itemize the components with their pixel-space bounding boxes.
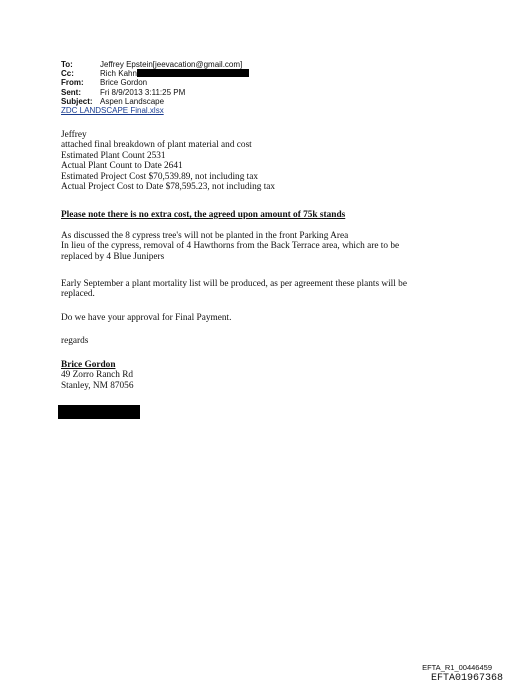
attachment-link[interactable]: ZDC LANDSCAPE Final.xlsx <box>61 106 164 116</box>
intro-line: Estimated Project Cost $70,539.89, not including tax <box>61 171 259 182</box>
signature-address-line: Stanley, NM 87056 <box>61 380 134 391</box>
from-value: Brice Gordon <box>100 78 148 88</box>
cypress-line: As discussed the 8 cypress tree's will not be planted in the front Parking Area <box>61 231 349 241</box>
cypress-block <box>61 231 399 262</box>
to-label: To: <box>61 60 73 69</box>
september-line: Early September a plant mortality list will be produced, as per agreement these plants will be <box>61 279 407 289</box>
subject-label: Subject: <box>61 96 93 106</box>
intro-line: Actual Project Cost to Date $78,595.23, not including tax <box>61 182 276 193</box>
intro-block <box>61 130 275 192</box>
signature-name: Brice Gordon <box>61 360 116 370</box>
subject-value: Aspen Landscape <box>100 96 165 106</box>
subject-row <box>61 97 249 106</box>
sent-row <box>61 88 249 97</box>
email-header <box>61 60 249 115</box>
notice-line: Please note there is no extra cost, the agreed upon amount of 75k stands <box>61 210 346 220</box>
intro-line: Actual Plant Count to Date 2641 <box>61 161 183 172</box>
bates-number-small: EFTA_R1_00446459 <box>422 663 492 672</box>
sent-value: Fri 8/9/2013 3:11:25 PM <box>100 87 186 97</box>
september-line: replaced. <box>61 289 95 300</box>
cc-value: Rich Kahn <box>100 69 137 79</box>
cypress-line: In lieu of the cypress, removal of 4 Hawthorns from the Back Terrace area, which are to be <box>61 241 400 252</box>
september-block <box>61 279 407 300</box>
regards-line: regards <box>61 336 89 346</box>
cc-label: Cc: <box>61 69 74 79</box>
intro-line: Estimated Plant Count 2531 <box>61 150 166 161</box>
cypress-line: replaced by 4 Blue Junipers <box>61 251 165 262</box>
signature-redaction <box>58 405 140 419</box>
from-row <box>61 78 249 87</box>
sent-label: Sent: <box>61 87 81 97</box>
attachment-row <box>61 106 249 115</box>
greeting: Jeffrey <box>61 130 87 140</box>
cc-row <box>61 69 249 78</box>
bates-number-large: EFTA01967368 <box>430 673 503 684</box>
cc-redaction <box>137 69 249 77</box>
signature-block <box>61 360 133 391</box>
signature-address-line: 49 Zorro Ranch Rd <box>61 370 134 381</box>
from-label: From: <box>61 78 84 88</box>
intro-line: attached final breakdown of plant material and cost <box>61 140 252 151</box>
approval-line: Do we have your approval for Final Payment. <box>61 313 232 323</box>
to-row <box>61 60 249 69</box>
to-value: Jeffrey Epstein[jeevacation@gmail.com] <box>100 60 243 69</box>
